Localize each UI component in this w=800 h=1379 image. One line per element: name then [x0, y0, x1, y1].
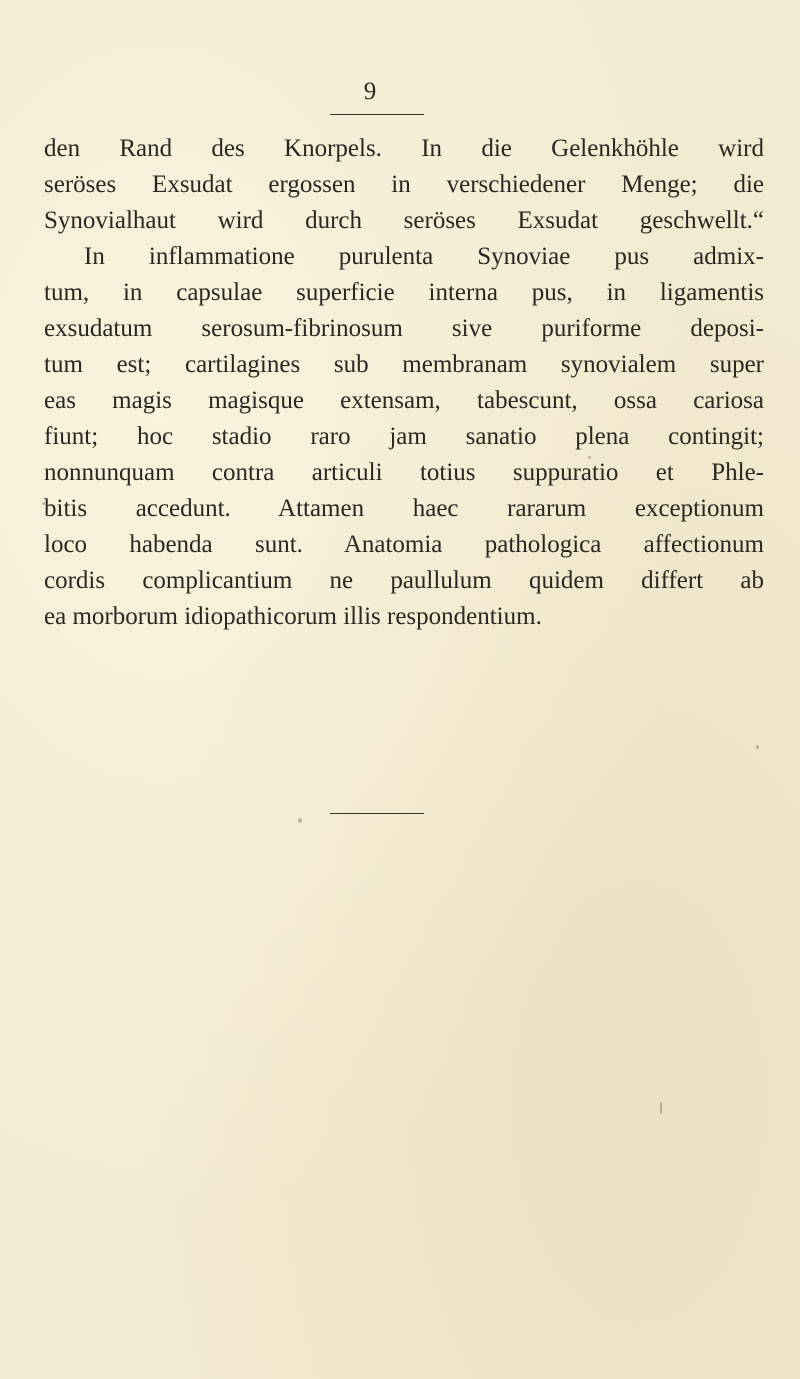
- page-number: 9: [363, 78, 377, 105]
- text-line: nonnunquam contra articuli totius suppuratio et Phle-: [44, 459, 764, 486]
- text-line: fiunt; hoc stadio raro jam sanatio plena contingit;: [44, 423, 764, 450]
- text-line: seröses Exsudat ergossen in verschiedener Menge; die: [44, 171, 764, 198]
- body-text: [44, 131, 764, 635]
- text-line: den Rand des Knorpels. In die Gelenkhöhle wird: [44, 135, 764, 162]
- end-rule: [330, 813, 424, 814]
- ink-speck: [298, 818, 302, 823]
- text-line: In inflammatione purulenta Synoviae pus admix-: [84, 243, 764, 270]
- ink-speck: [660, 1102, 662, 1114]
- text-line: tum est; cartilagines sub membranam synovialem super: [44, 351, 764, 378]
- ink-speck: [42, 502, 45, 505]
- text-line: exsudatum serosum-fibrinosum sive puriforme deposi-: [44, 315, 764, 342]
- text-line: tum, in capsulae superficie interna pus, in ligamentis: [44, 279, 764, 306]
- ink-speck: [756, 745, 759, 749]
- text-line: cordis complicantium ne paullulum quidem differt ab: [44, 567, 764, 594]
- text-line: eas magis magisque extensam, tabescunt, ossa cariosa: [44, 387, 764, 414]
- text-line: ea morborum idiopathicorum illis respondentium.: [44, 603, 542, 630]
- ink-speck: [588, 456, 591, 459]
- header-rule: [330, 114, 424, 115]
- text-line: bitis accedunt. Attamen haec rararum exceptionum: [44, 495, 764, 522]
- text-line: loco habenda sunt. Anatomia pathologica affectionum: [44, 531, 764, 558]
- text-line: Synovialhaut wird durch seröses Exsudat geschwellt.“: [44, 207, 764, 234]
